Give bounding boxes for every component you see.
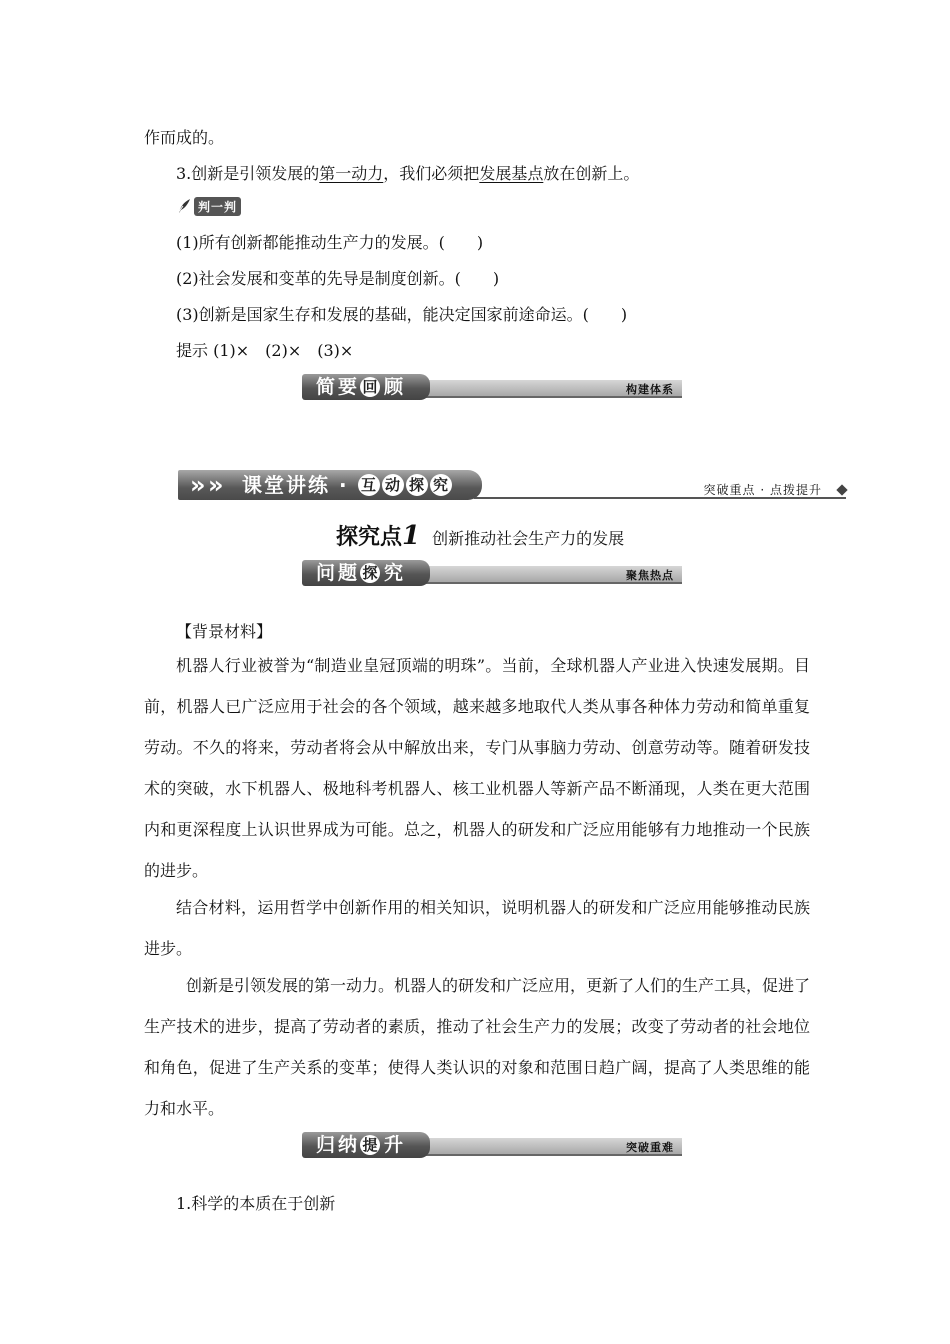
question-banner: [302, 560, 682, 586]
banner-subtitle: 构建体系: [626, 383, 674, 396]
chevron-icon: »: [190, 471, 206, 499]
judge-item: (3)创新是国家生存和发展的基础，能决定国家前途命运。( ): [176, 305, 628, 324]
summary-banner: [302, 1132, 682, 1158]
diamond-icon: [836, 484, 847, 495]
material-label: 【背景材料】: [176, 622, 273, 641]
explore-subtitle: 创新推动社会生产力的发展: [432, 529, 625, 548]
judge-item: (1)所有创新都能推动生产力的发展。( ): [176, 233, 484, 252]
summary-item: 1.科学的本质在于创新: [176, 1194, 336, 1213]
text-segment: 放在创新上。: [543, 164, 640, 183]
banner-title: 简要 回 顾: [302, 374, 430, 400]
explore-point-heading: [336, 520, 624, 551]
review-banner: [302, 374, 682, 400]
explore-label: 探究点: [336, 525, 403, 550]
answer-paragraph: 创新是引领发展的第一动力。机器人的研发和广泛应用，更新了人们的生产工具，促进了生产技术的进步，提高了劳动者的素质，推动了社会生产力的发展；改变了劳动者的社会地位和角色，促进了生产关系的变革；使得人类认识的对象和范围日趋广阔，提高了人类思维的能力和水平。: [144, 976, 811, 1118]
pen-icon: [176, 198, 192, 214]
text-segment: ，我们必须把: [383, 164, 480, 183]
text-line: [176, 164, 639, 184]
section-banner: [178, 470, 850, 502]
section-title: 课堂讲练 · 互 动 探 究: [242, 470, 454, 500]
banner-title: 归纳 提 升: [302, 1132, 430, 1158]
chevron-icon: »: [208, 471, 224, 499]
text-line: 作而成的。: [144, 128, 225, 147]
banner-title: 问题 探 究: [302, 560, 430, 586]
text-segment: 3.创新是引领发展的: [176, 164, 320, 183]
underlined-term: 第一动力: [319, 164, 384, 183]
banner-subtitle: 聚焦热点: [626, 569, 674, 582]
judge-item: (2)社会发展和变革的先导是制度创新。( ): [176, 269, 500, 288]
judge-label: 判一判: [194, 197, 241, 216]
banner-subtitle: 突破重难: [626, 1141, 674, 1154]
hint-line: 提示 (1)× (2)× (3)×: [176, 341, 354, 360]
section-subtitle: 突破重点 · 点拨提升: [703, 483, 822, 497]
question-paragraph: 结合材料，运用哲学中创新作用的相关知识，说明机器人的研发和广泛应用能够推动民族进步。: [144, 898, 810, 958]
material-paragraph: 机器人行业被誉为“制造业皇冠顶端的明珠”。当前，全球机器人产业进入快速发展期。目前，机器人已广泛应用于社会的各个领域，越来越多地取代人类从事各种体力劳动和简单重复劳动。不久的将来，劳动者将会从中解放出来，专门从事脑力劳动、创意劳动等。随着研发技术的突破，水下机器人、极地科考机器人、核工业机器人等新产品不断涌现，人类在更大范围内和更深程度上认识世界成为可能。总之，机器人的研发和广泛应用能够有力地推动一个民族的进步。: [144, 656, 810, 880]
judge-tag: [176, 197, 241, 215]
explore-number: 1: [402, 521, 421, 551]
underlined-term: 发展基点: [479, 164, 544, 183]
